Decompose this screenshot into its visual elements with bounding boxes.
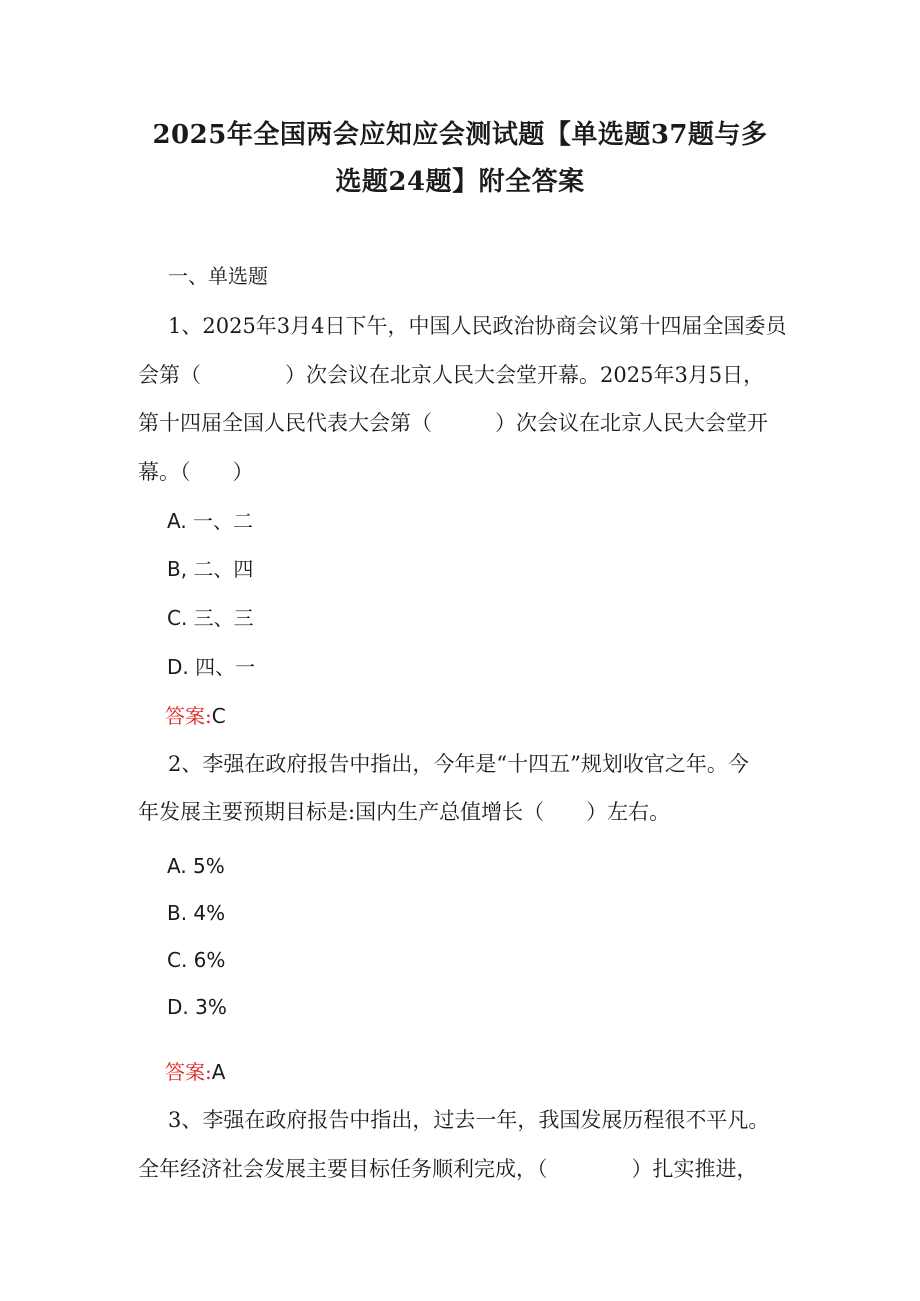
question-2-option-d: D. 3% bbox=[167, 995, 227, 1019]
question-1-option-c: C. 三、三 bbox=[167, 606, 254, 630]
document-title-line-1: 2025年全国两会应知应会测试题【单选题37题与多 bbox=[152, 120, 768, 150]
answer-value: A bbox=[211, 1060, 226, 1084]
question-2-answer bbox=[165, 1058, 225, 1086]
question-2-option-c: C. 6% bbox=[167, 948, 226, 972]
question-1-option-b: B, 二、四 bbox=[167, 557, 254, 581]
answer-value: C bbox=[211, 704, 226, 728]
question-2-option-b: B. 4% bbox=[167, 901, 226, 925]
question-3-line-2: 全年经济社会发展主要目标任务顺利完成，（ ）扎实推进， bbox=[138, 1157, 758, 1181]
answer-label: 答案: bbox=[165, 1060, 212, 1084]
question-1-answer bbox=[165, 702, 226, 730]
answer-label: 答案: bbox=[165, 704, 212, 728]
question-1-line-4: 幕。（ ） bbox=[138, 460, 254, 484]
question-1-line-2: 会第（ ）次会议在北京人民大会堂开幕。2025年3月5日， bbox=[138, 363, 765, 387]
document-title-line-2: 选题24题】附全答案 bbox=[335, 167, 585, 197]
section-heading: 一、单选题 bbox=[168, 264, 268, 288]
question-1-line-3: 第十四届全国人民代表大会第（ ）次会议在北京人民大会堂开 bbox=[138, 411, 768, 435]
question-2-option-a: A. 5% bbox=[167, 854, 225, 878]
question-3-line-1: 3、李强在政府报告中指出，过去一年，我国发展历程很不平凡。 bbox=[168, 1108, 770, 1132]
question-1-option-a: A. 一、二 bbox=[167, 509, 254, 533]
question-1-line-1: 1、2025年3月4日下午，中国人民政治协商会议第十四届全国委员 bbox=[168, 314, 787, 338]
question-1-option-d: D. 四、一 bbox=[167, 655, 256, 679]
question-2-line-1: 2、李强在政府报告中指出，今年是“十四五”规划收官之年。今 bbox=[168, 752, 749, 776]
question-2-line-2: 年发展主要预期目标是:国内生产总值增长（ ）左右。 bbox=[138, 800, 671, 824]
